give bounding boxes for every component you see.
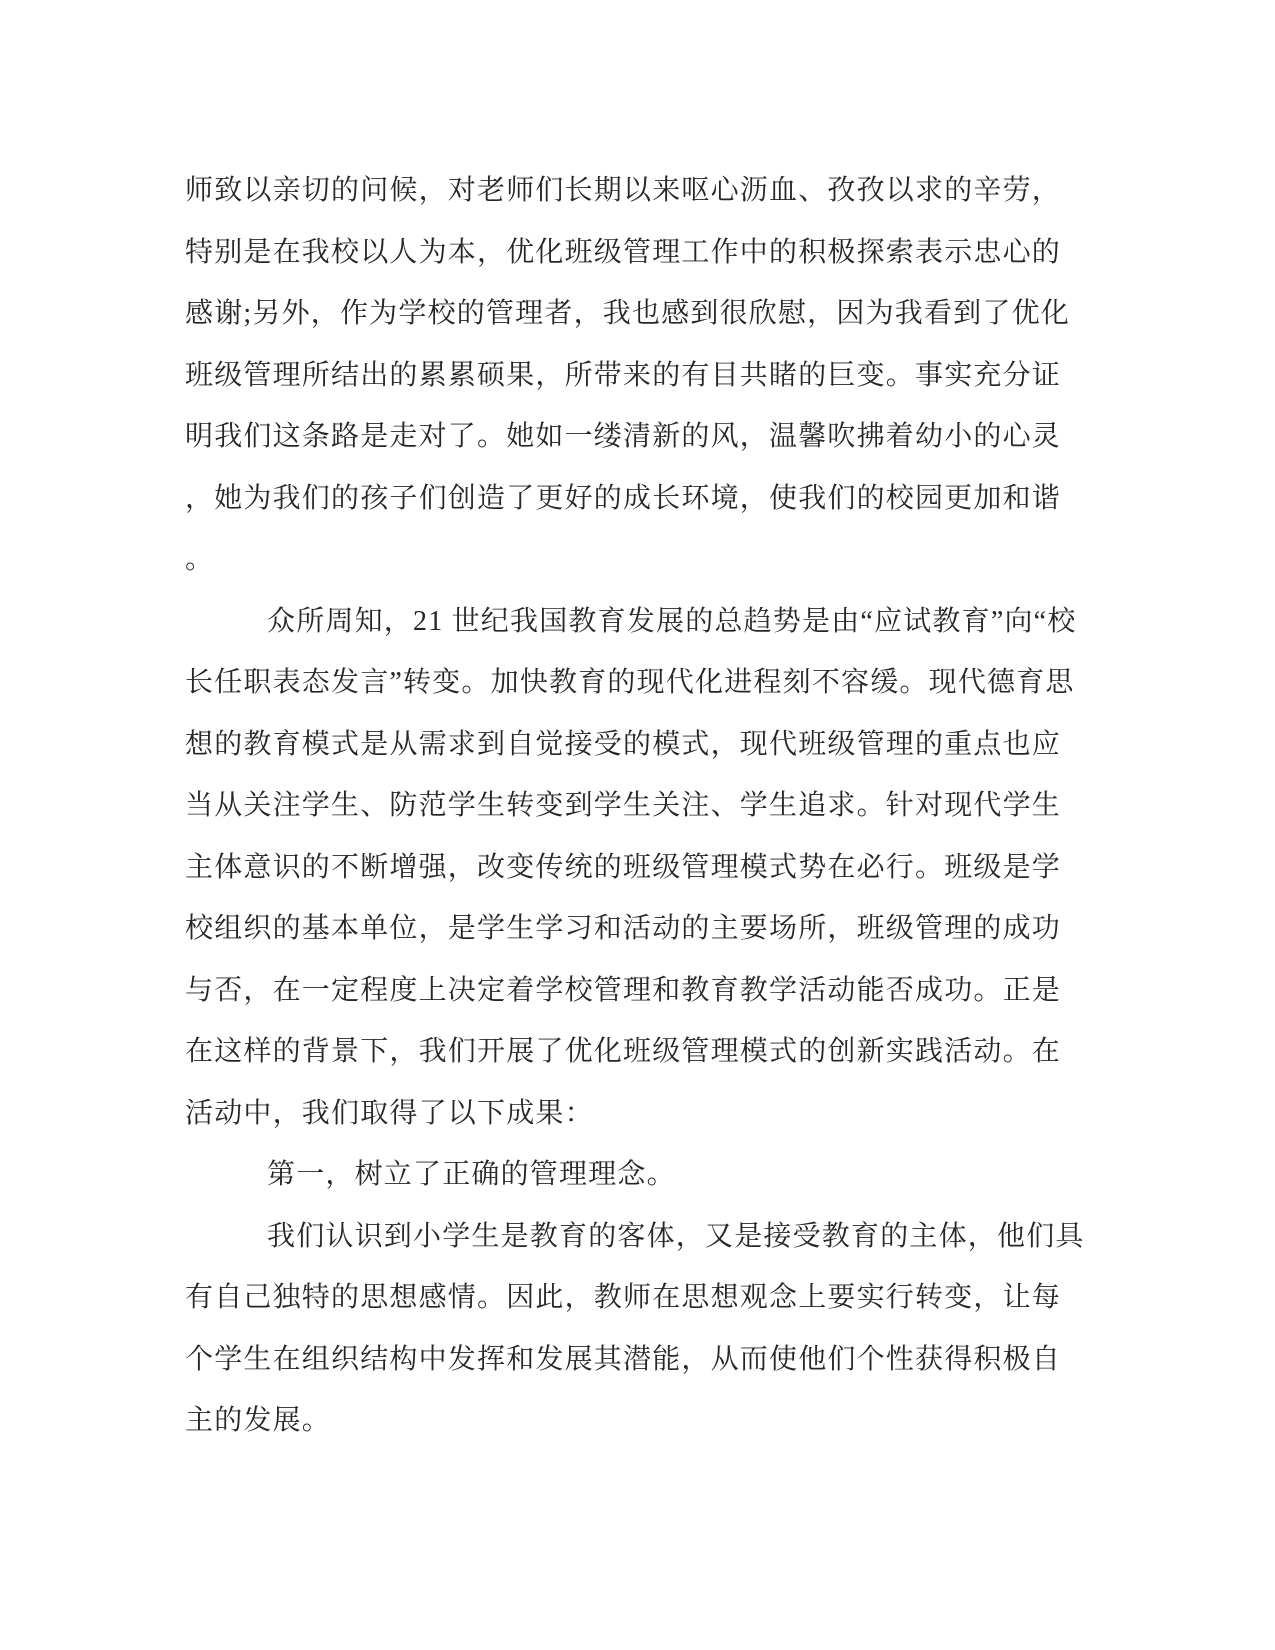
text-line: 。 bbox=[185, 544, 215, 575]
text-line-paragraph-start: 我们认识到小学生是教育的客体，又是接受教育的主体，他们具 bbox=[267, 1220, 1085, 1252]
text-line: 当从关注学生、防范学生转变到学生关注、学生追求。针对现代学生 bbox=[185, 790, 1062, 821]
text-line: 师致以亲切的问候，对老师们长期以来呕心沥血、孜孜以求的辛劳， bbox=[185, 175, 1062, 206]
text-line: 在这样的背景下，我们开展了优化班级管理模式的创新实践活动。在 bbox=[185, 1036, 1062, 1067]
text-line: 特别是在我校以人为本，优化班级管理工作中的积极探索表示忠心的 bbox=[185, 236, 1062, 268]
text-column bbox=[185, 160, 1085, 1452]
text-line: 个学生在组织结构中发挥和发展其潜能，从而使他们个性获得积极自 bbox=[185, 1343, 1062, 1375]
text-line: 有自己独特的思想感情。因此，教师在思想观念上要实行转变，让每 bbox=[185, 1282, 1062, 1313]
text-line: ，她为我们的孩子们创造了更好的成长环境，使我们的校园更加和谐 bbox=[185, 482, 1062, 514]
text-line-paragraph-start: 第一，树立了正确的管理理念。 bbox=[267, 1159, 676, 1190]
text-line: 想的教育模式是从需求到自觉接受的模式，现代班级管理的重点也应 bbox=[185, 728, 1062, 760]
text-line: 明我们这条路是走对了。她如一缕清新的风，温馨吹拂着幼小的心灵 bbox=[185, 421, 1062, 452]
text-line: 主的发展。 bbox=[185, 1405, 332, 1436]
text-line: 校组织的基本单位，是学生学习和活动的主要场所，班级管理的成功 bbox=[185, 913, 1062, 944]
text-line: 主体意识的不断增强，改变传统的班级管理模式势在必行。班级是学 bbox=[185, 851, 1062, 883]
text-line: 长任职表态发言”转变。加快教育的现代化进程刻不容缓。现代德育思 bbox=[185, 667, 1075, 698]
text-line: 班级管理所结出的累累硕果，所带来的有目共睹的巨变。事实充分证 bbox=[185, 359, 1062, 391]
text-line: 与否，在一定程度上决定着学校管理和教育教学活动能否成功。正是 bbox=[185, 974, 1062, 1006]
text-line: 感谢;另外，作为学校的管理者，我也感到很欣慰，因为我看到了优化 bbox=[185, 298, 1070, 329]
text-line-paragraph-start: 众所周知，21 世纪我国教育发展的总趋势是由“应试教育”向“校 bbox=[267, 605, 1077, 637]
text-line: 活动中，我们取得了以下成果： bbox=[185, 1097, 594, 1129]
